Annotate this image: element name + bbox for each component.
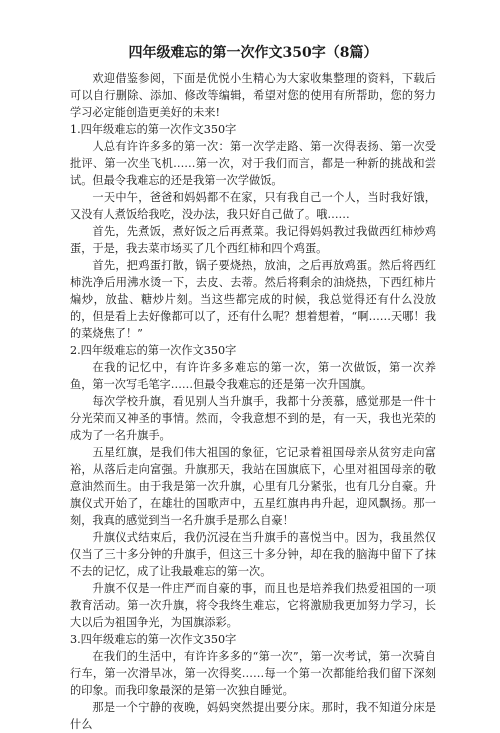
section-paragraph: 在我们的生活中，有许许多多的“第一次”，第一次考试，第一次骑自行车，第一次滑旱冰，第一次得奖……每一个第一次都能给我们留下深刻的印象。而我印象最深的是第一次独自睡觉。 xyxy=(70,650,436,697)
section-paragraph: 五星红旗，是我们伟大祖国的象征，它记录着祖国母亲从贫穷走向富裕，从落后走向富强。升旗那天，我站在国旗底下，心里对祖国母亲的敬意油然而生。由于我是第一次升旗，心里有几分紧张，也有几分自豪。升旗仪式开始了，在雄壮的国歌声中，五星红旗冉冉升起，迎风飘扬。那一刻，我真的感觉到当一名升旗手是那么自豪！ xyxy=(70,446,436,527)
section-paragraph: 人总有许许多多的第一次：第一次学走路、第一次得表扬、第一次受批评、第一次坐飞机……第一次，对于我们而言，都是一种新的挑战和尝试。但最令我难忘的还是我第一次学做饭。 xyxy=(70,140,436,187)
section-heading: 1.四年级难忘的第一次作文350字 xyxy=(70,123,237,136)
section-paragraph: 一天中午，爸爸和妈妈都不在家，只有我自己一个人，当时我好饿，又没有人煮饭给我吃，没办法，我只好自己做了。哦…… xyxy=(70,191,436,221)
section-heading: 3.四年级难忘的第一次作文350字 xyxy=(70,633,237,646)
document-title: 四年级难忘的第一次作文350字（8篇） xyxy=(128,45,378,61)
section-paragraph: 首先，把鸡蛋打散，锅子要烧热，放油，之后再放鸡蛋。然后将西红柿洗净后用沸水烫一下，去皮、去蒂。然后将剩余的油烧热，下西红柿片煸炒，放盐、糖炒片刻。当这些都完成的时候，我总觉得还有什么没放的，但是看上去好像都可以了，还有什么呢？想着想着，“啊……天哪！我的菜烧焦了！” xyxy=(70,259,436,340)
intro-paragraph: 欢迎借鉴参阅，下面是优悦小生精心为大家收集整理的资料，下载后可以自行删除、添加、修改等编辑，希望对您的使用有所帮助，您的努力学习必定能创造更美好的未来! xyxy=(70,72,436,119)
section-heading: 2.四年级难忘的第一次作文350字 xyxy=(70,344,237,357)
section-paragraph: 首先，先煮饭，煮好饭之后再煮菜。我记得妈妈教过我做西红柿炒鸡蛋，于是，我去菜市场买了几个西红柿和四个鸡蛋。 xyxy=(70,225,436,255)
section-paragraph: 升旗不仅是一件庄严而自豪的事，而且也是培养我们热爱祖国的一项教育活动。第一次升旗，将令我终生难忘，它将激励我更加努力学习，长大以后为祖国争光，为国旗添彩。 xyxy=(70,582,436,629)
section-paragraph: 每次学校升旗，看见别人当升旗手，我都十分羡慕，感觉那是一件十分光荣而又神圣的事情。然而，令我意想不到的是，有一天，我也光荣的成为了一名升旗手。 xyxy=(70,395,436,442)
section-paragraph: 那是一个宁静的夜晚，妈妈突然提出要分床。那时，我不知道分床是什么 xyxy=(70,701,436,731)
section-paragraph: 升旗仪式结束后，我仍沉浸在当升旗手的喜悦当中。因为，我虽然仅仅当了三十多分钟的升旗手，但这三十多分钟，却在我的脑海中留下了抹不去的记忆，成了让我最难忘的第一次。 xyxy=(70,531,436,578)
section-paragraph: 在我的记忆中，有许许多多难忘的第一次，第一次做饭，第一次养鱼，第一次写毛笔字……但最令我难忘的还是第一次升国旗。 xyxy=(70,361,436,391)
document-body xyxy=(70,70,436,733)
